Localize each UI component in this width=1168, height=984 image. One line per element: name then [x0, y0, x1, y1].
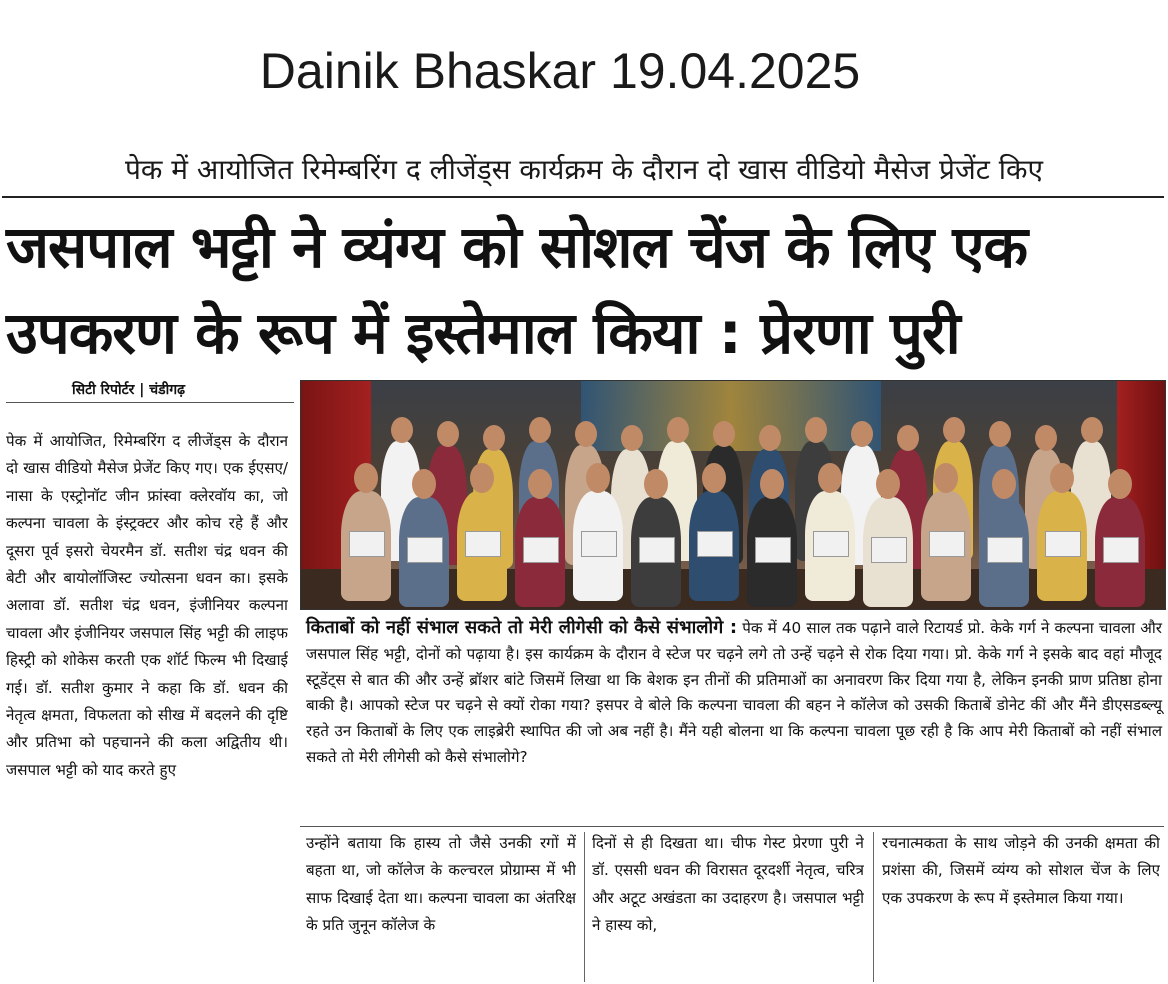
kicker-divider	[2, 196, 1164, 198]
certificate	[581, 531, 617, 557]
certificate	[1103, 537, 1139, 563]
certificate	[871, 537, 907, 563]
masthead: Dainik Bhaskar 19.04.2025	[259, 43, 861, 99]
person-head	[1050, 463, 1074, 493]
certificate	[929, 531, 965, 557]
body-divider	[300, 826, 1164, 827]
person-head	[759, 425, 781, 451]
person-head	[851, 421, 873, 447]
person-head	[621, 425, 643, 451]
person-head	[391, 417, 413, 443]
text-column-1: उन्होंने बताया कि हास्य तो जैसे उनकी रगों में बहता था, जो कॉलेज के कल्चरल प्रोग्राम्स में भी साफ दिखाई देता था। कल्पना चावला का अंतरिक्ष के प्रति जुनून कॉलेज के	[306, 834, 576, 935]
person-head	[412, 469, 436, 499]
certificate	[407, 537, 443, 563]
person-head	[1108, 469, 1132, 499]
text-column-3: रचनात्मकता के साथ जोड़ने की उनकी क्षमता की प्रशंसा की, जिसमें व्यंग्य को सोशल चेंज के लिए एक उपकरण के रूप में इस्तेमाल किया गया।	[882, 834, 1160, 907]
certificate	[813, 531, 849, 557]
certificate	[755, 537, 791, 563]
certificate	[1045, 531, 1081, 557]
person-head	[805, 417, 827, 443]
person-head	[934, 463, 958, 493]
person-head	[470, 463, 494, 493]
person-head	[586, 463, 610, 493]
event-photo	[300, 380, 1166, 610]
subhead-title: किताबों को नहीं संभाल सकते तो मेरी लीगेसी को कैसे संभालोगे :	[306, 617, 738, 638]
certificate	[465, 531, 501, 557]
person-head	[760, 469, 784, 499]
person-head	[575, 421, 597, 447]
person-head	[989, 421, 1011, 447]
text-column-2: दिनों से ही दिखता था। चीफ गेस्ट प्रेरणा पुरी ने डॉ. एससी धवन की विरासत दूरदर्शी नेतृत्व, चरित्र और अटूट अखंडता का उदाहरण है। जसपाल भट्टी ने हास्य को,	[592, 834, 864, 935]
person-head	[667, 417, 689, 443]
certificate	[639, 537, 675, 563]
certificate	[697, 531, 733, 557]
certificate	[523, 537, 559, 563]
lead-column: पेक में आयोजित, रिमेम्बरिंग द लीजेंड्स के दौरान दो खास वीडियो मैसेज प्रेजेंट किए गए। एक ईएसए/नासा के एस्ट्रोनॉट जीन फ्रांस्वा क्लेरवॉय का, जो कल्पना चावला के इंस्ट्रक्टर और कोच रहे हैं और दूसरा पूर्व इसरो चेयरमैन डॉ. सतीश चंद्र धवन की बेटी और बायोलॉजिस्ट ज्योत्सना धवन का। इसके अलावा डॉ. सतीश चंद्र धवन, इंजीनियर कल्पना चावला और इंजीनियर जसपाल सिंह भट्टी की लाइफ हिस्ट्री को शोकेस करती एक शॉर्ट फिल्म भी दिखाई गई। डॉ. सतीश कुमार ने कहा कि डॉ. धवन की नेतृत्व क्षमता, विफलता को सीख में बदलने की दृष्टि और प्रतिभा को पहचानने की कला अद्वितीय थी। जसपाल भट्टी को याद करते हुए	[6, 432, 288, 779]
certificate	[987, 537, 1023, 563]
subhead-paragraph	[306, 615, 1162, 771]
person-head	[876, 469, 900, 499]
person-head	[529, 417, 551, 443]
person-head	[943, 417, 965, 443]
person-head	[818, 463, 842, 493]
person-head	[644, 469, 668, 499]
person-head	[1081, 417, 1103, 443]
person-head	[528, 469, 552, 499]
byline: सिटी रिपोर्टर | चंडीगढ़	[72, 382, 185, 398]
person-head	[354, 463, 378, 493]
byline-divider	[6, 402, 294, 403]
person-head	[992, 469, 1016, 499]
person-head	[897, 425, 919, 451]
kicker-line: पेक में आयोजित रिमेम्बरिंग द लीजेंड्स कार्यक्रम के दौरान दो खास वीडियो मैसेज प्रेजेंट किए	[124, 153, 1044, 186]
headline: जसपाल भट्टी ने व्यंग्य को सोशल चेंज के लिए एक उपकरण के रूप में इस्तेमाल किया : प्रेरणा पुरी	[6, 213, 1028, 367]
person-head	[702, 463, 726, 493]
person-head	[437, 421, 459, 447]
person-head	[483, 425, 505, 451]
person-head	[713, 421, 735, 447]
certificate	[349, 531, 385, 557]
subhead-body: पेक में 40 साल तक पढ़ाने वाले रिटायर्ड प्रो. केके गर्ग ने कल्पना चावला और जसपाल सिंह भट्टी, दोनों को पढ़ाया है। इस कार्यक्रम के दौरान वे स्टेज पर चढ़ने लगे तो उन्हें चढ़ने से रोक दिया गया। प्रो. केके गर्ग ने इसके बाद वहां मौजूद स्टूडेंट्स से बात की और उन्हें ब्रॉशर बांटे जिसमें लिखा था कि बेशक इन तीनों की प्रतिमाओं का अनावरण किर दिया गया है, लेकिन इनकी प्राण प्रतिष्ठा होना बाकी है। आपको स्टेज पर चढ़ने से क्यों रोका गया? इसपर वे बोले कि कल्पना चावला की बहन ने कॉलेज को उसकी किताबें डोनेट कीं और मैंने डीएसडब्ल्यू रहते उन किताबों के लिए एक लाइब्रेरी स्थापित की जो अब नहीं है। मैंने यही बोलना था कि कल्पना चावला पूछ रही है कि आप मेरी किताबों को नहीं संभाल सकते तो मेरी लीगेसी को कैसे संभालोगे?	[306, 619, 1162, 766]
column-rule-1	[584, 832, 585, 982]
person-head	[1035, 425, 1057, 451]
column-rule-2	[873, 832, 874, 982]
